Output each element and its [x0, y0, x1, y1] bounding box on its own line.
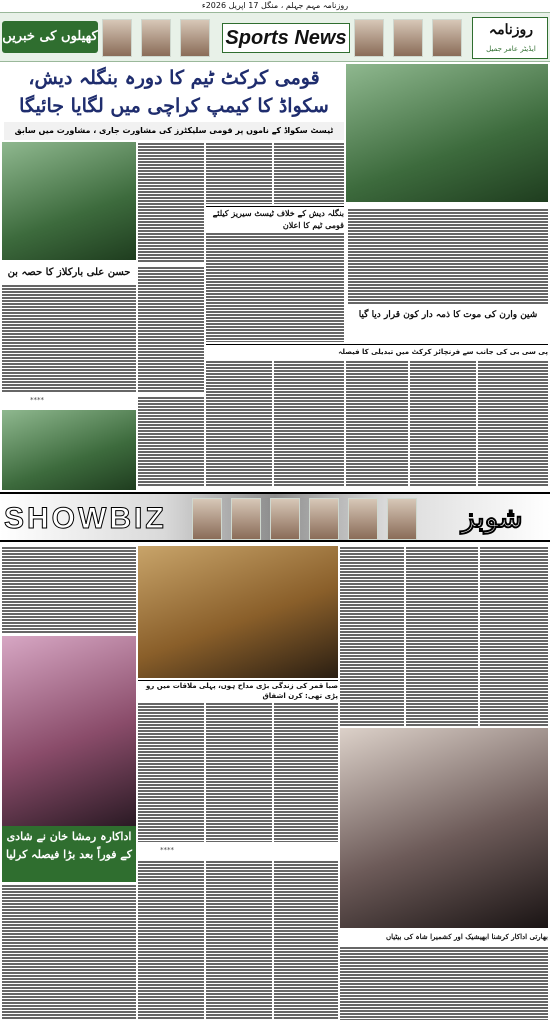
- rimsha-khan-headline: اداکارہ رمشا خان نے شادی کے فوراً بعد بڑا فیصلہ کرلیا: [2, 826, 136, 882]
- editor-line: ایڈیٹر عامر جمیل: [486, 45, 536, 53]
- article-column: [2, 284, 136, 392]
- article-column: [410, 360, 476, 486]
- hasan-ali-headline: حسن علی بارکلاز کا حصہ بن: [7, 267, 131, 278]
- article-column: [206, 232, 344, 342]
- krushna-headline: بھارتی اداکار کرشنا ابھیشیک اور کشمیرا شاہ کی بیٹیاں: [385, 932, 548, 941]
- celebrity-photo: [387, 498, 417, 540]
- shane-warne-headline: شین وارن کی موت کا ذمہ دار کون قرار دیا گیا: [358, 310, 538, 320]
- brand-name: روزنامہ: [488, 22, 534, 38]
- player-photo: [354, 19, 384, 57]
- article-column: [274, 360, 344, 486]
- team-photo: [2, 142, 136, 260]
- article-column: [138, 266, 204, 392]
- showbiz-celebrity-strip: [190, 498, 430, 540]
- separator-stars: ****: [160, 846, 174, 854]
- sub-headline: ٹیسٹ سکواڈ کے ناموں پر قومی سلیکٹرز کی مشاورت جاری ، مشاورت میں سابق: [4, 122, 344, 140]
- hasan-ali-photo: [2, 410, 136, 490]
- article-column: [480, 546, 548, 726]
- date-line: روزنامہ مہم جہلم ، منگل 17 اپریل 2026ء: [201, 1, 349, 10]
- rimsha-khan-photo: [2, 636, 136, 826]
- article-column: [138, 396, 204, 486]
- player-photo: [141, 19, 171, 57]
- showbiz-title-english: SHOWBIZ: [4, 502, 167, 535]
- newspaper-brand: [472, 17, 548, 59]
- pcb-headline: پی سی بی کی جانب سے فرنچائز کرکٹ میں تبدیلی کا فیصلہ: [206, 344, 548, 358]
- article-column: [206, 860, 272, 1020]
- sports-news-logo: Sports News: [222, 23, 350, 53]
- celebrity-photo: [309, 498, 339, 540]
- showbiz-title-urdu: شوبز: [461, 501, 523, 534]
- article-column: [138, 142, 204, 262]
- masthead: [0, 0, 550, 64]
- article-column: [138, 702, 204, 842]
- player-thumbnails-left: [100, 19, 220, 59]
- article-column: [346, 360, 408, 486]
- article-column: [2, 546, 136, 634]
- article-column: [348, 208, 548, 304]
- cricket-celebration-photo: [346, 64, 548, 202]
- main-headline: قومی کرکٹ ٹیم کا دورہ بنگلہ دیش، سکواڈ کا کیمپ کراچی میں لگایا جائیگا: [19, 67, 329, 117]
- player-photo: [393, 19, 423, 57]
- article-column: [406, 546, 478, 726]
- article-column: [2, 884, 136, 1020]
- article-column: [206, 360, 272, 486]
- krushna-family-photo: [340, 728, 548, 928]
- player-photo: [180, 19, 210, 57]
- article-column: [340, 946, 548, 1020]
- article-column: [274, 702, 338, 842]
- article-column: [478, 360, 548, 486]
- sports-section-title: کھیلوں کی خبریں: [2, 21, 98, 53]
- celebrity-photo: [270, 498, 300, 540]
- celebrity-photo: [231, 498, 261, 540]
- celebrity-photo: [348, 498, 378, 540]
- article-column: [206, 142, 272, 204]
- player-photo: [102, 19, 132, 57]
- bride-photo: [138, 546, 338, 678]
- article-column: [206, 702, 272, 842]
- showbiz-banner: [0, 492, 550, 542]
- celebrity-photo: [192, 498, 222, 540]
- article-column: [274, 142, 344, 204]
- article-column: [138, 860, 204, 1020]
- kiran-ashfaq-headline: صبا قمر کی زندگی بڑی مداح ہوں، پہلی ملاقات میں رو پڑی تھی: کرن اشفاق: [138, 680, 338, 700]
- team-announcement-headline: بنگلہ دیش کے خلاف ٹیسٹ سیریز کیلئے قومی ٹیم کا اعلان: [206, 206, 344, 230]
- separator-stars: ****: [30, 396, 44, 404]
- article-column: [274, 860, 338, 1020]
- article-column: [340, 546, 404, 726]
- player-photo: [432, 19, 462, 57]
- header-strip: [0, 12, 550, 62]
- player-thumbnails-right: [352, 19, 470, 59]
